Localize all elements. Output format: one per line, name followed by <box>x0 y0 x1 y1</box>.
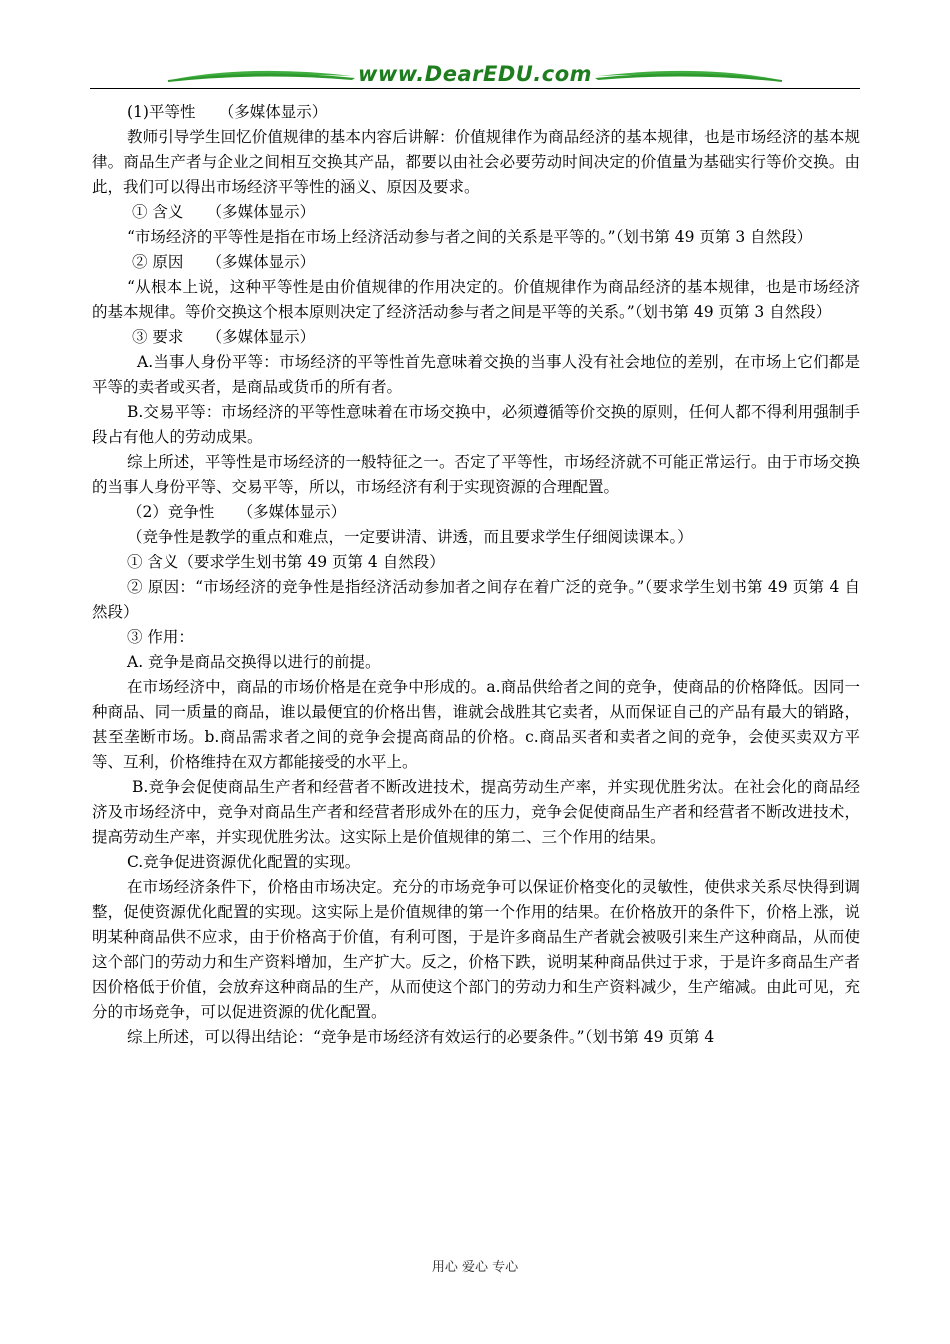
paragraph: 在市场经济条件下，价格由市场决定。充分的市场竞争可以保证价格变化的灵敏性，使供求关系尽快得到调整，促使资源优化配置的实现。这实际上是价值规律的第一个作用的结果。在价格放开的条件下，价格上涨，说明某种商品供不应求，由于价格高于价值，有利可图，于是许多商品生产者就会被吸引来生产这种商品，从而使这个部门的劳动力和生产资料增加，生产扩大。反之，价格下跌，说明某种商品供过于求，于是许多商品生产者因价格低于价值，会放弃这种商品的生产，从而使这个部门的劳动力和生产资料减少，生产缩减。由此可见，充分的市场竞争，可以促进资源的优化配置。 <box>92 878 860 1021</box>
subheading: ③ 作用： <box>127 628 194 646</box>
subheading: C.竞争促进资源优化配置的实现。 <box>127 853 361 871</box>
site-logo[interactable]: www.DearEDU.com <box>357 62 593 86</box>
paragraph: 教师引导学生回忆价值规律的基本内容后讲解：价值规律作为商品经济的基本规律，也是市场经济的基本规律。商品生产者与企业之间相互交换其产品，都要以由社会必要劳动时间决定的价值量为基础实行等价交换。由此，我们可以得出市场经济平等性的涵义、原因及要求。 <box>92 128 860 196</box>
subheading: ② 原因 （多媒体显示） <box>132 253 316 271</box>
paragraph: B.交易平等：市场经济的平等性意味着在市场交换中，必须遵循等价交换的原则，任何人都不得利用强制手段占有他人的劳动成果。 <box>92 403 860 446</box>
paragraph: “市场经济的平等性是指在市场上经济活动参与者之间的关系是平等的。”（划书第 49 页第 3 自然段） <box>127 228 813 246</box>
subheading: ① 含义（要求学生划书第 49 页第 4 自然段） <box>127 553 445 571</box>
paragraph: 综上所述，平等性是市场经济的一般特征之一。否定了平等性，市场经济就不可能正常运行。由于市场交换的当事人身份平等、交易平等，所以，市场经济有利于实现资源的合理配置。 <box>92 453 860 496</box>
page-footer: 用心 爱心 专心 <box>431 1260 519 1275</box>
subheading: ③ 要求 （多媒体显示） <box>132 328 316 346</box>
heading-competition: （2）竞争性 （多媒体显示） <box>127 503 347 521</box>
paragraph: A.当事人身份平等：市场经济的平等性首先意味着交换的当事人没有社会地位的差别，在市场上它们都是平等的卖者或买者，是商品或货币的所有者。 <box>92 353 860 396</box>
paragraph: “从根本上说，这种平等性是由价值规律的作用决定的。价值规律作为商品经济的基本规律，也是市场经济的基本规律。等价交换这个根本原则决定了经济活动参与者之间是平等的关系。”（划书第 49 页第 3 自然段） <box>92 278 860 321</box>
subheading: A. 竞争是商品交换得以进行的前提。 <box>127 653 381 671</box>
paragraph: （竞争性是教学的重点和难点，一定要讲清、讲透，而且要求学生仔细阅读课本。） <box>127 528 693 546</box>
page-header <box>90 58 860 92</box>
document-body <box>92 100 860 1050</box>
header-rule <box>90 88 860 89</box>
paragraph: 综上所述，可以得出结论：“竞争是市场经济有效运行的必要条件。”（划书第 49 页第 4 <box>127 1028 715 1046</box>
subheading: B.竞争会促使商品生产者和经营者不断改进技术，提高劳动生产率，并实现优胜劣汰。在社会化的商品经济及市场经济中，竞争对商品生产者和经营者形成外在的压力，竞争会促使商品生产者和经营者不断改进技术，提高劳动生产率，并实现优胜劣汰。这实际上是价值规律的第二、三个作用的结果。 <box>92 778 860 846</box>
heading-equality: (1)平等性 （多媒体显示） <box>127 103 328 121</box>
subheading: ① 含义 （多媒体显示） <box>132 203 316 221</box>
paragraph: ② 原因：“市场经济的竞争性是指经济活动参加者之间存在着广泛的竞争。”（要求学生划书第 49 页第 4 自然段） <box>92 578 860 621</box>
paragraph: 在市场经济中，商品的市场价格是在竞争中形成的。a.商品供给者之间的竞争，使商品的价格降低。因同一种商品、同一质量的商品，谁以最便宜的价格出售，谁就会战胜其它卖者，从而保证自己的产品有最大的销路，甚至垄断市场。b.商品需求者之间的竞争会提高商品的价格。c.商品买者和卖者之间的竞争，会使买卖双方平等、互利，价格维持在双方都能接受的水平上。 <box>92 678 860 771</box>
